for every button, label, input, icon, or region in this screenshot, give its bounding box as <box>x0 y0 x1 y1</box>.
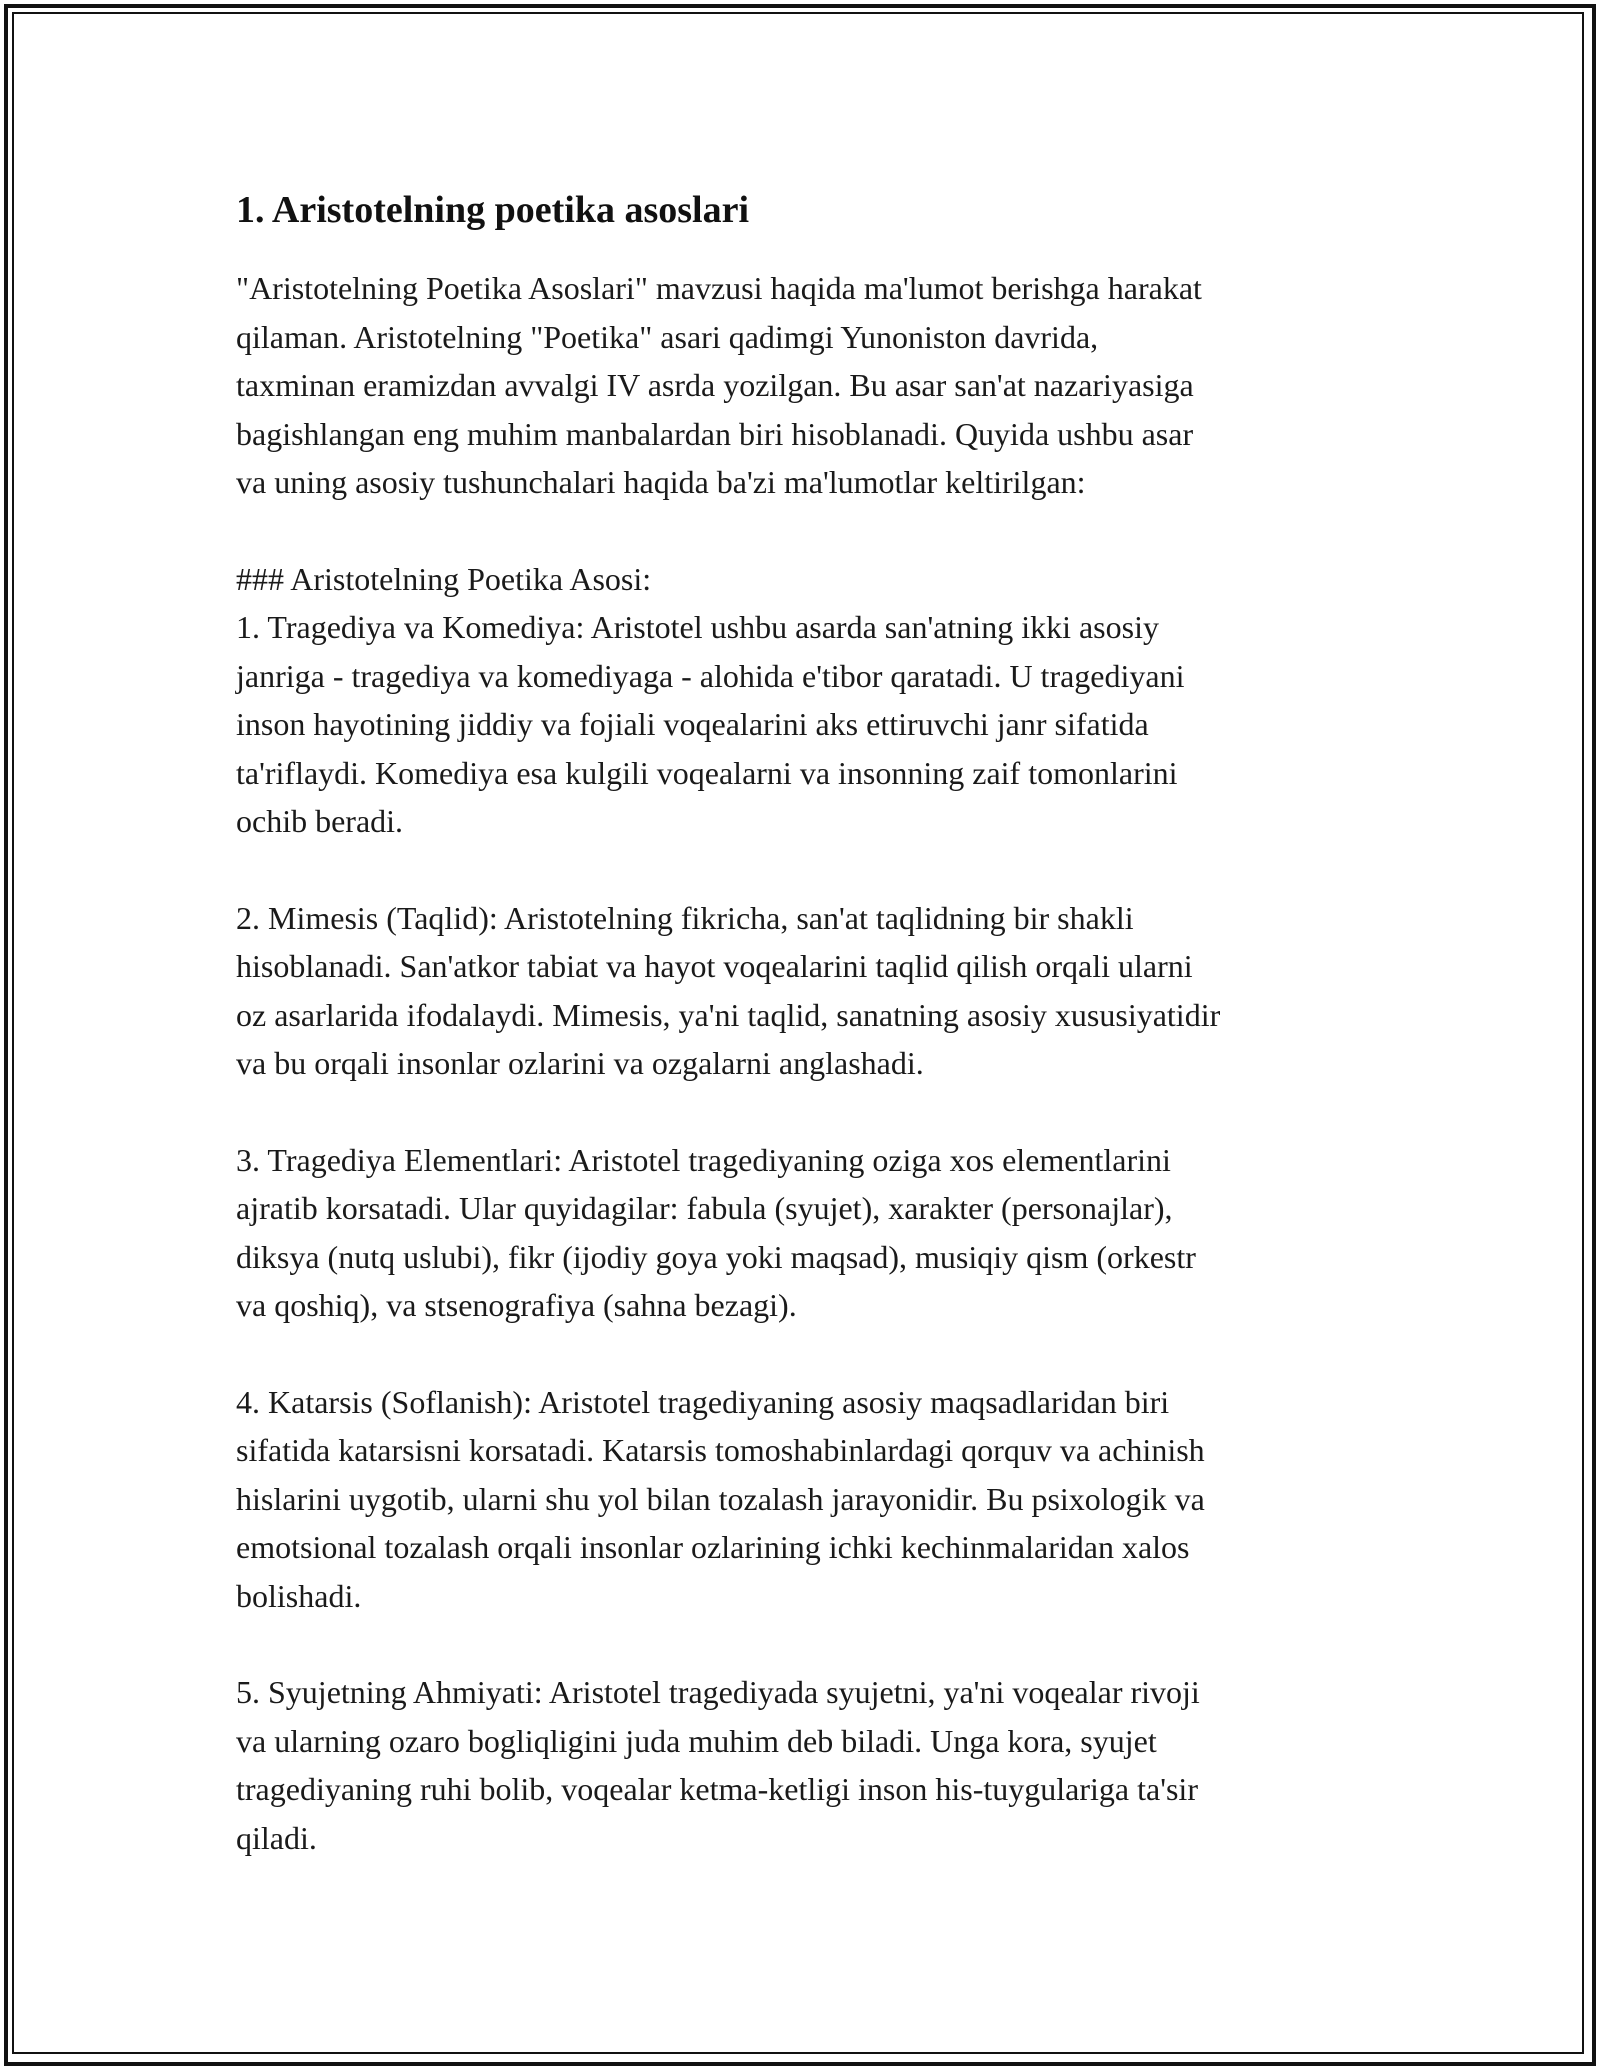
section-mimesis: 2. Mimesis (Taqlid): Aristotelning fikricha, san'at taqlidning bir shakli hisoblanadi. San'atkor tabiat va hayot voqealarini taqlid qilish orqali ularni oz asarlarida ifodalaydi. Mimesis, ya'ni taqlid, sanatning asosiy xususiyatidir va bu orqali insonlar ozlarini va ozgalarni anglashadi. <box>236 899 1221 1081</box>
section-tragediya-elementlari: 3. Tragediya Elementlari: Aristotel tragediyaning oziga xos elementlarini ajratib korsatadi. Ular quyidagilar: fabula (syujet), xarakter (personajlar), diksya (nutq uslubi), fikr (ijodiy goya yoki maqsad), musiqiy qism (orkestr va qoshiq), va stsenografiya (sahna bezagi). <box>236 1141 1196 1323</box>
section-tragediya-komediya: ### Aristotelning Poetika Asosi: 1. Tragediya va Komediya: Aristotel ushbu asarda san'atning ikki asosiy janriga - tragediya va komediyaga - alohida e'tibor qaratadi. U tragediyani inson hayotining jiddiy va fojiali voqealarini aks ettiruvchi janr sifatida ta'riflaydi. Komediya esa kulgili voqealarni va insonning zaif tomonlarini ochib beradi. <box>236 560 1185 839</box>
document-heading: 1. Aristotelning poetika asoslari <box>236 189 750 231</box>
document-body <box>236 186 1376 1862</box>
section-katarsis: 4. Katarsis (Soflanish): Aristotel tragediyaning asosiy maqsadlaridan biri sifatida katarsisni korsatadi. Katarsis tomoshabinlardagi qorquv va achinish hislarini uygotib, ularni shu yol bilan tozalash jarayonidir. Bu psixologik va emotsional tozalash orqali insonlar ozlarining ichki kechinmalaridan xalos bolishadi. <box>236 1383 1205 1614</box>
intro-paragraph: "Aristotelning Poetika Asoslari" mavzusi haqida ma'lumot berishga harakat qilaman. Aristotelning "Poetika" asari qadimgi Yunoniston davrida, taxminan eramizdan avvalgi IV asrda yozilgan. Bu asar san'at nazariyasiga bagishlangan eng muhim manbalardan biri hisoblanadi. Quyida ushbu asar va uning asosiy tushunchalari haqida ba'zi ma'lumotlar keltirilgan: <box>236 270 1202 500</box>
section-syujetning-ahmiyati: 5. Syujetning Ahmiyati: Aristotel tragediyada syujetni, ya'ni voqealar rivoji va ularning ozaro bogliqligini juda muhim deb biladi. Unga kora, syujet tragediyaning ruhi bolib, voqealar ketma-ketligi inson his-tuygulariga ta'sir qiladi. <box>236 1674 1200 1856</box>
